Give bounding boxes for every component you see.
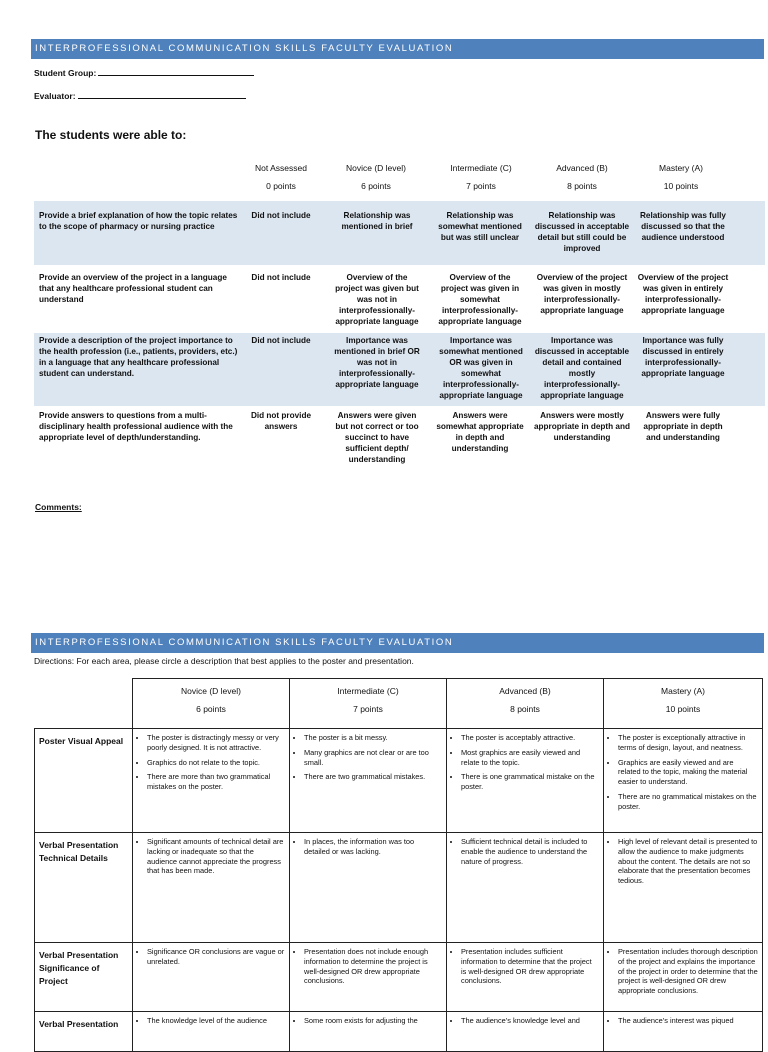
list-item: • Many graphics are not clear or are too small. xyxy=(304,748,442,768)
score-cell[interactable]: Importance was fully discussed in entirely interprofessionally-appropriate language xyxy=(641,336,725,379)
list-item: • Graphics do not relate to the topic. xyxy=(147,758,285,768)
score-cell[interactable]: Answers were somewhat appropriate in depth and understanding xyxy=(436,411,524,454)
evaluator-field[interactable] xyxy=(34,89,246,101)
score-cell[interactable] xyxy=(604,1012,763,1052)
score-cell[interactable]: Overview of the project was given in entirely interprofessionally-appropriate language xyxy=(637,273,729,316)
score-cell[interactable]: Importance was discussed in acceptable detail and contained mostly interprofessionally-appropriate language xyxy=(534,336,630,401)
criterion-text: Provide a description of the project importance to the health profession (i.e., patients, providers, etc.) in a language that any healthcare professional student can understand. xyxy=(39,336,238,379)
evaluator-label: Evaluator: xyxy=(34,91,76,101)
empty-header-cell xyxy=(35,679,133,729)
level-header-advanced: Advanced (B) 8 points xyxy=(556,163,608,191)
level-header-novice: Novice (D level) 6 points xyxy=(133,679,290,729)
score-cell[interactable] xyxy=(290,943,447,1012)
score-cell[interactable]: Overview of the project was given in mostly interprofessionally-appropriate language xyxy=(536,273,628,316)
score-cell[interactable]: Did not include xyxy=(251,336,311,345)
level-header-intermediate: Intermediate (C) 7 points xyxy=(450,163,512,191)
score-cell[interactable]: Answers were given but not correct or too succinct to have sufficient depth/ understanding xyxy=(335,411,419,465)
list-item: • In places, the information was too detailed or was lacking. xyxy=(304,837,442,857)
list-item: • The knowledge level of the audience xyxy=(147,1016,285,1026)
student-group-line[interactable] xyxy=(98,66,254,76)
score-cell[interactable] xyxy=(604,833,763,943)
score-cell[interactable]: Relationship was somewhat mentioned but was still unclear xyxy=(438,211,522,243)
list-item: • High level of relevant detail is presented to allow the audience to make judgments about the content. The details are not so elaborate that the presentation becomes tedious. xyxy=(618,837,758,886)
level-header-mastery: Mastery (A) 10 points xyxy=(604,679,763,729)
score-cell[interactable] xyxy=(447,1012,604,1052)
table-row xyxy=(35,729,763,833)
score-cell[interactable] xyxy=(133,729,290,833)
rubric-row xyxy=(34,201,765,265)
score-cell[interactable]: Did not include xyxy=(251,273,311,282)
table-row xyxy=(35,1012,763,1052)
rubric-row xyxy=(34,406,765,476)
list-item: • Presentation includes thorough description of the project and explains the importance of the project in order to determine that the project is well-designed OR drew appropriate conclusions. xyxy=(618,947,758,996)
rubric-row xyxy=(34,265,765,333)
list-item: • Graphics are easily viewed and are related to the topic, making the material easier to understand. xyxy=(618,758,758,787)
score-cell[interactable]: Relationship was discussed in acceptable detail but still could be improved xyxy=(534,211,630,254)
criterion-text: Provide a brief explanation of how the topic relates to the scope of pharmacy or nursing practice xyxy=(39,211,238,232)
list-item: • Some room exists for adjusting the xyxy=(304,1016,442,1026)
level-header-mastery: Mastery (A) 10 points xyxy=(659,163,703,191)
score-cell[interactable] xyxy=(447,833,604,943)
score-cell[interactable] xyxy=(133,833,290,943)
list-item: • Presentation does not include enough information to determine the project is well-designed OR drew appropriate conclusions. xyxy=(304,947,442,986)
table-header-row xyxy=(35,679,763,729)
rubric-row xyxy=(34,333,765,406)
student-group-label: Student Group: xyxy=(34,68,97,78)
level-header-advanced: Advanced (B) 8 points xyxy=(447,679,604,729)
score-cell[interactable]: Overview of the project was given but was not in interprofessionally-appropriate language xyxy=(335,273,419,327)
level-header-not-assessed: Not Assessed 0 points xyxy=(255,163,307,191)
list-item: • The audience's knowledge level and xyxy=(461,1016,599,1026)
list-item: • The poster is acceptably attractive. xyxy=(461,733,599,743)
list-item: • Most graphics are easily viewed and relate to the topic. xyxy=(461,748,599,768)
table-row xyxy=(35,833,763,943)
comments-label: Comments: xyxy=(35,502,82,512)
form-title-banner-2: INTERPROFESSIONAL COMMUNICATION SKILLS FACULTY EVALUATION xyxy=(31,633,764,653)
criterion-cell: Verbal Presentation Significance of Project xyxy=(35,943,133,1012)
score-cell[interactable] xyxy=(290,833,447,943)
evaluator-line[interactable] xyxy=(78,89,246,99)
list-item: • There are two grammatical mistakes. xyxy=(304,772,442,782)
student-group-field[interactable] xyxy=(34,66,254,78)
score-cell[interactable]: Did not provide answers xyxy=(250,411,312,432)
score-cell[interactable]: Importance was mentioned in brief OR was not in interprofessionally-appropriate language xyxy=(334,336,420,390)
score-cell[interactable]: Relationship was fully discussed so that the audience understood xyxy=(640,211,726,243)
list-item: • Significant amounts of technical detail are lacking or inadequate so that the audience cannot appreciate the progress that has been made. xyxy=(147,837,285,876)
score-cell[interactable] xyxy=(604,729,763,833)
list-item: • There is one grammatical mistake on the poster. xyxy=(461,772,599,792)
score-cell[interactable]: Did not include xyxy=(251,211,311,220)
section-heading: The students were able to: xyxy=(35,128,187,142)
list-item: • Presentation includes sufficient information to determine that the project is well-designed OR drew appropriate conclusions. xyxy=(461,947,599,986)
list-item: • The poster is a bit messy. xyxy=(304,733,442,743)
poster-rubric-table xyxy=(34,678,763,1052)
level-header-novice: Novice (D level) 6 points xyxy=(346,163,406,191)
list-item: • There are no grammatical mistakes on the poster. xyxy=(618,792,758,812)
level-header-intermediate: Intermediate (C) 7 points xyxy=(290,679,447,729)
score-cell[interactable]: Relationship was mentioned in brief xyxy=(341,211,413,232)
score-cell[interactable] xyxy=(290,1012,447,1052)
score-cell[interactable] xyxy=(133,1012,290,1052)
criterion-text: Provide answers to questions from a multi-disciplinary health professional audience with the appropriate level of depth/understanding. xyxy=(39,411,233,443)
score-cell[interactable]: Importance was somewhat mentioned OR was given in somewhat interprofessionally-appropriate language xyxy=(439,336,523,401)
table-row xyxy=(35,943,763,1012)
list-item: • Sufficient technical detail is included to enable the audience to understand the nature of progress. xyxy=(461,837,599,866)
list-item: • There are more than two grammatical mistakes on the poster. xyxy=(147,772,285,792)
list-item: • Significance OR conclusions are vague or unrelated. xyxy=(147,947,285,967)
directions-text: Directions: For each area, please circle a description that best applies to the poster and presentation. xyxy=(34,656,414,666)
score-cell[interactable] xyxy=(447,729,604,833)
score-cell[interactable] xyxy=(604,943,763,1012)
score-cell[interactable] xyxy=(447,943,604,1012)
score-cell[interactable]: Overview of the project was given in somewhat interprofessionally-appropriate language xyxy=(438,273,522,327)
score-cell[interactable] xyxy=(133,943,290,1012)
form-title-banner: INTERPROFESSIONAL COMMUNICATION SKILLS FACULTY EVALUATION xyxy=(31,39,764,59)
score-cell[interactable]: Answers were mostly appropriate in depth and understanding xyxy=(534,411,630,443)
list-item: • The audience's interest was piqued xyxy=(618,1016,758,1026)
criterion-cell: Verbal Presentation xyxy=(35,1012,133,1052)
criterion-text: Provide an overview of the project in a language that any healthcare professional student can understand xyxy=(39,273,227,305)
criterion-cell: Poster Visual Appeal xyxy=(35,729,133,833)
score-cell[interactable]: Answers were fully appropriate in depth and understanding xyxy=(643,411,723,443)
score-cell[interactable] xyxy=(290,729,447,833)
list-item: • The poster is exceptionally attractive in terms of design, layout, and neatness. xyxy=(618,733,758,753)
criterion-cell: Verbal Presentation Technical Details xyxy=(35,833,133,943)
list-item: • The poster is distractingly messy or very poorly designed. It is not attractive. xyxy=(147,733,285,753)
